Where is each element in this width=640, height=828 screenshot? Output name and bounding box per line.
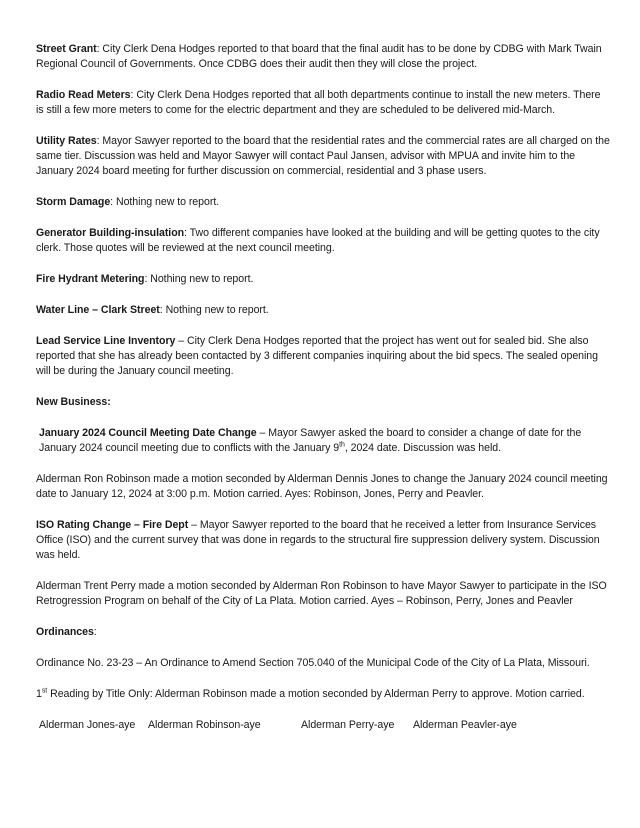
- item-heading: Street Grant: [36, 43, 97, 55]
- item-text: Two different companies have looked at the building and will be getting quotes to the city clerk. Those quotes will be reviewed at the next council meeting.: [36, 227, 600, 254]
- ordinance-text: Ordinance No. 23-23 – An Ordinance to Amend Section 705.040 of the Municipal Code of the City of La Plata, Missouri.: [36, 657, 590, 669]
- item-heading: Storm Damage: [36, 196, 111, 208]
- item-storm-damage: Storm Damage: Nothing new to report.: [36, 196, 220, 208]
- item-heading: ISO Rating Change – Fire Dept: [36, 519, 189, 531]
- item-text: Nothing new to report.: [150, 273, 254, 285]
- ordinances-heading: Ordinances:: [36, 626, 97, 638]
- item-street-grant: Street Grant: City Clerk Dena Hodges reported to that board that the final audit has to be done by CDBG with Mark Twain Regional Council of Governments. Once CDBG does their audit then they will close the project.: [36, 43, 602, 70]
- item-heading: Generator Building-insulation: [36, 227, 185, 239]
- item-water-line: Water Line – Clark Street: Nothing new to report.: [36, 304, 269, 316]
- item-generator-building: Generator Building-insulation: Two different companies have looked at the building and will be getting quotes to the city clerk. Those quotes will be reviewed at the next council meeting.: [36, 227, 600, 254]
- new-business-heading: New Business:: [36, 396, 111, 408]
- item-text: City Clerk Dena Hodges reported to that board that the final audit has to be done by CDBG with Mark Twain Regional Council of Governments. Once CDBG does their audit then they will close the project.: [36, 43, 602, 70]
- item-text: City Clerk Dena Hodges reported that all both departments continue to install the new meters. There is still a few more meters to come for the electric department and they are scheduled to be delivered mid-March.: [36, 89, 601, 116]
- vote-peavler: Alderman Peavler-aye: [413, 719, 517, 731]
- item-heading: Radio Read Meters: [36, 89, 131, 101]
- item-text: Nothing new to report.: [115, 196, 220, 208]
- item-january-date-change: January 2024 Council Meeting Date Change – Mayor Sawyer asked the board to consider a change of date for the January 2024 council meeting due to conflicts with the January 9th, 2024 date. Discussion was held.: [39, 427, 582, 454]
- vote-jones: Alderman Jones-aye: [39, 719, 136, 731]
- item-lead-service-line: Lead Service Line Inventory – City Clerk Dena Hodges reported that the project has went out for sealed bid. She also reported that she has already been contacted by 3 different companies inquiring about the bid specs. The sealed opening will be during the January council meeting.: [36, 335, 598, 377]
- vote-robinson: Alderman Robinson-aye: [148, 719, 261, 731]
- item-heading: Utility Rates: [36, 135, 97, 147]
- item-text: Mayor Sawyer reported to the board that he received a letter from Insurance Services Office (ISO) and the current survey that was done in regards to the structural fire suppression delivery system. Discussion was held.: [36, 519, 600, 561]
- item-iso-rating-change: ISO Rating Change – Fire Dept – Mayor Sawyer reported to the board that he received a letter from Insurance Services Office (ISO) and the current survey that was done in regards to the structural fire suppression delivery system. Discussion was held.: [36, 519, 600, 561]
- item-heading: Water Line – Clark Street: [36, 304, 160, 316]
- item-text: Nothing new to report.: [165, 304, 269, 316]
- item-heading: January 2024 Council Meeting Date Change: [39, 427, 257, 439]
- item-utility-rates: Utility Rates: Mayor Sawyer reported to the board that the residential rates and the commercial rates are all charged on the same tier. Discussion was held and Mayor Sawyer will contact Paul Jansen, advisor with MPUA and invite him to the January 2024 board meeting for further discussion on commercial, residential and 3 phase users.: [36, 135, 610, 177]
- item-text: Mayor Sawyer reported to the board that the residential rates and the commercial rates are all charged on the same tier. Discussion was held and Mayor Sawyer will contact Paul Jansen, advisor with MPUA and invite him to the January 2024 board meeting for further discussion on commercial, residential and 3 phase users.: [36, 135, 610, 177]
- item-heading: Lead Service Line Inventory: [36, 335, 176, 347]
- item-text: Mayor Sawyer asked the board to consider a change of date for the January 2024 council meeting due to conflicts with the January 9: [39, 427, 582, 454]
- item-heading: Fire Hydrant Metering: [36, 273, 145, 285]
- item-radio-read-meters: Radio Read Meters: City Clerk Dena Hodges reported that all both departments continue to install the new meters. There is still a few more meters to come for the electric department and they are scheduled to be delivered mid-March.: [36, 89, 601, 116]
- item-text: City Clerk Dena Hodges reported that the project has went out for sealed bid. She also reported that she has already been contacted by 3 different companies inquiring about the bid specs. The sealed opening will be during the January council meeting.: [36, 335, 598, 377]
- motion-iso-program: Alderman Trent Perry made a motion seconded by Alderman Ron Robinson to have Mayor Sawyer to participate in the ISO Retrogression Program on behalf of the City of La Plata. Motion carried. Ayes – Robinson, Perry, Jones and Peavler: [36, 580, 607, 607]
- item-fire-hydrant-metering: Fire Hydrant Metering: Nothing new to report.: [36, 273, 254, 285]
- vote-perry: Alderman Perry-aye: [301, 719, 395, 731]
- motion-january-date: Alderman Ron Robinson made a motion seconded by Alderman Dennis Jones to change the January 2024 council meeting date to January 12, 2024 at 3:00 p.m. Motion carried. Ayes: Robinson, Jones, Perry and Peavler.: [36, 473, 608, 500]
- first-reading: 1st Reading by Title Only: Alderman Robinson made a motion seconded by Alderman Perry to approve. Motion carried.: [36, 687, 585, 700]
- roll-call-votes: [36, 718, 610, 733]
